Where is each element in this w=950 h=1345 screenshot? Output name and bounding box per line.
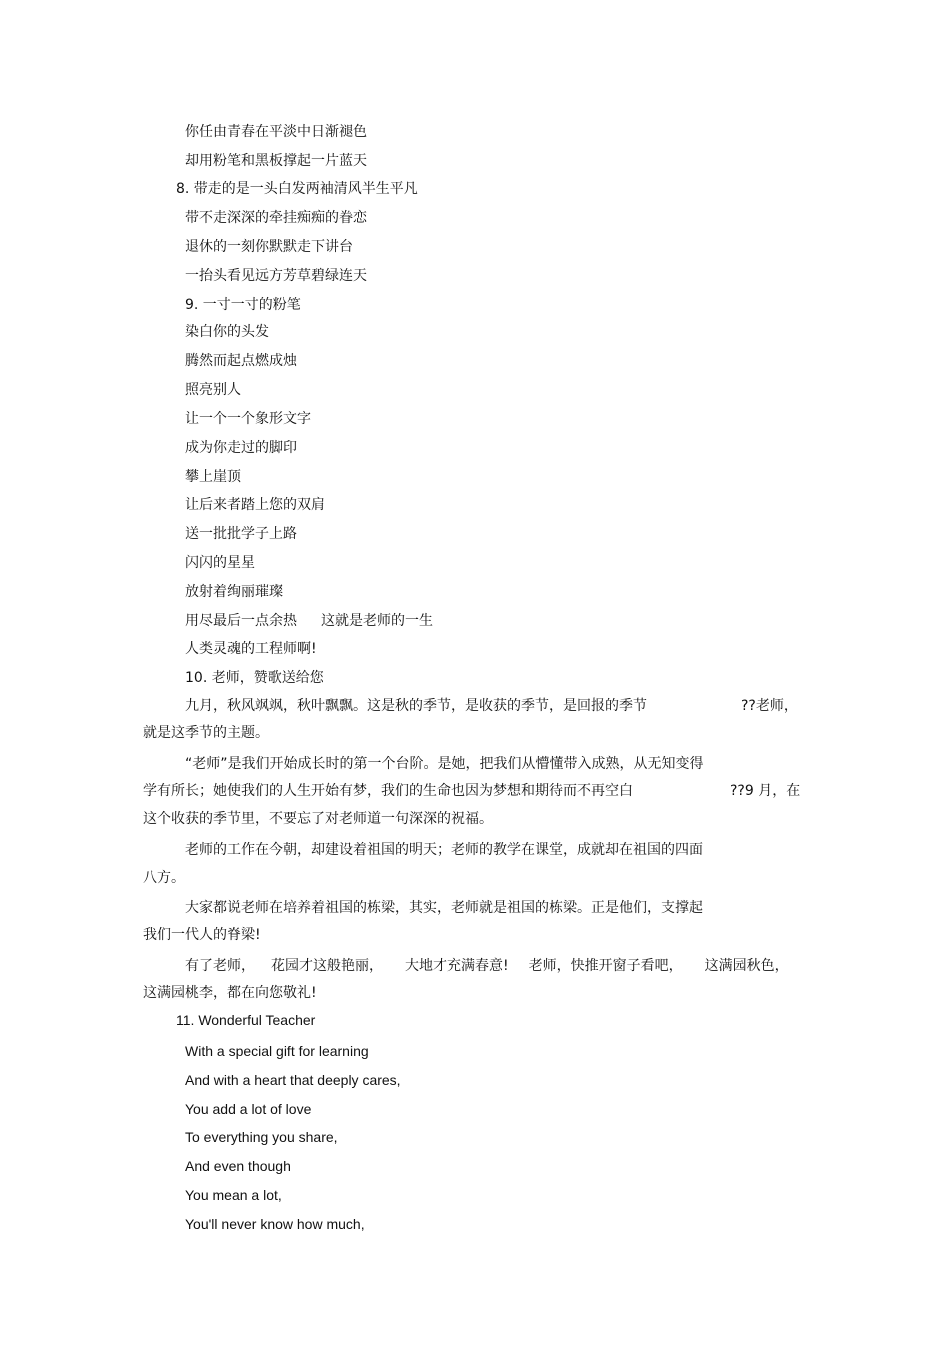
poem-line-part: 这就是老师的一生 bbox=[321, 613, 433, 629]
paragraph-text: 学有所长；她使我们的人生开始有梦，我们的生命也因为梦想和期待而不再空白 bbox=[143, 783, 633, 799]
poem-line: 却用粉笔和黑板撑起一片蓝天 bbox=[185, 153, 367, 169]
paragraph-text: 有了老师， bbox=[185, 958, 255, 974]
section-heading: 10. 老师，赞歌送给您 bbox=[185, 670, 324, 686]
poem-line-part: 用尽最后一点余热 bbox=[185, 613, 297, 629]
paragraph-line: 这个收获的季节里，不要忘了对老师道一句深深的祝福。 bbox=[143, 811, 493, 827]
poem-line: 一抬头看见远方芳草碧绿连天 bbox=[185, 268, 367, 284]
poem-line: 成为你走过的脚印 bbox=[185, 440, 297, 456]
poem-line: 攀上崖顶 bbox=[185, 469, 241, 485]
poem-line: 让后来者踏上您的双肩 bbox=[185, 497, 325, 513]
poem-line: 闪闪的星星 bbox=[185, 555, 255, 571]
poem-line: 你任由青春在平淡中日渐褪色 bbox=[185, 124, 367, 140]
paragraph-line: 大家都说老师在培养着祖国的栋梁，其实，老师就是祖国的栋梁。正是他们，支撑起 bbox=[185, 900, 703, 916]
paragraph-text: 这满园秋色， bbox=[704, 958, 789, 974]
paragraph-text: 老师，快推开窗子看吧， bbox=[528, 958, 683, 974]
poem-line: 腾然而起点燃成烛 bbox=[185, 353, 297, 369]
paragraph-text: 九月，秋风飒飒，秋叶飘飘。这是秋的季节，是收获的季节，是回报的季节 bbox=[185, 698, 647, 714]
poem-line: 染白你的头发 bbox=[185, 324, 269, 340]
paragraph-line bbox=[185, 697, 647, 715]
paragraph-line: 就是这季节的主题。 bbox=[143, 725, 269, 741]
paragraph-line bbox=[143, 782, 633, 800]
poem-line: With a special gift for learning bbox=[185, 1043, 369, 1059]
paragraph-line: “老师”是我们开始成长时的第一个台阶。是她，把我们从懵懂带入成熟，从无知变得 bbox=[185, 756, 704, 772]
poem-line: 送一批批学子上路 bbox=[185, 526, 297, 542]
poem-line: And even though bbox=[185, 1158, 291, 1174]
paragraph-line: 这满园桃李，都在向您敬礼! bbox=[143, 985, 317, 1001]
paragraph-line: 老师的工作在今朝，却建设着祖国的明天；老师的教学在课堂，成就却在祖国的四面 bbox=[185, 842, 703, 858]
poem-line: 带不走深深的牵挂痴痴的眷恋 bbox=[185, 210, 367, 226]
paragraph-line bbox=[185, 957, 789, 975]
poem-line: You mean a lot, bbox=[185, 1187, 282, 1203]
poem-line: You'll never know how much, bbox=[185, 1216, 365, 1232]
paragraph-text: ??9 月，在 bbox=[730, 783, 801, 799]
poem-line: 让一个一个象形文字 bbox=[185, 411, 311, 427]
poem-line: You add a lot of love bbox=[185, 1101, 312, 1117]
paragraph-text: 大地才充满春意! bbox=[405, 958, 509, 974]
paragraph-line: 我们一代人的脊梁! bbox=[143, 927, 261, 943]
paragraph-line: 八方。 bbox=[143, 870, 185, 886]
poem-heading: 8. 带走的是一头白发两袖清风半生平凡 bbox=[176, 181, 418, 197]
poem-line: 人类灵魂的工程师啊! bbox=[185, 641, 317, 657]
poem-line: 退休的一刻你默默走下讲台 bbox=[185, 239, 353, 255]
poem-line: And with a heart that deeply cares, bbox=[185, 1072, 401, 1088]
poem-line: To everything you share, bbox=[185, 1129, 338, 1145]
paragraph-text: ??老师， bbox=[741, 698, 798, 714]
poem-line: 照亮别人 bbox=[185, 382, 241, 398]
poem-line bbox=[185, 612, 433, 630]
poem-line: 放射着绚丽璀璨 bbox=[185, 584, 283, 600]
poem-heading: 9. 一寸一寸的粉笔 bbox=[185, 297, 301, 313]
paragraph-text: 花园才这般艳丽， bbox=[271, 958, 383, 974]
section-heading: 11. Wonderful Teacher bbox=[176, 1012, 316, 1028]
